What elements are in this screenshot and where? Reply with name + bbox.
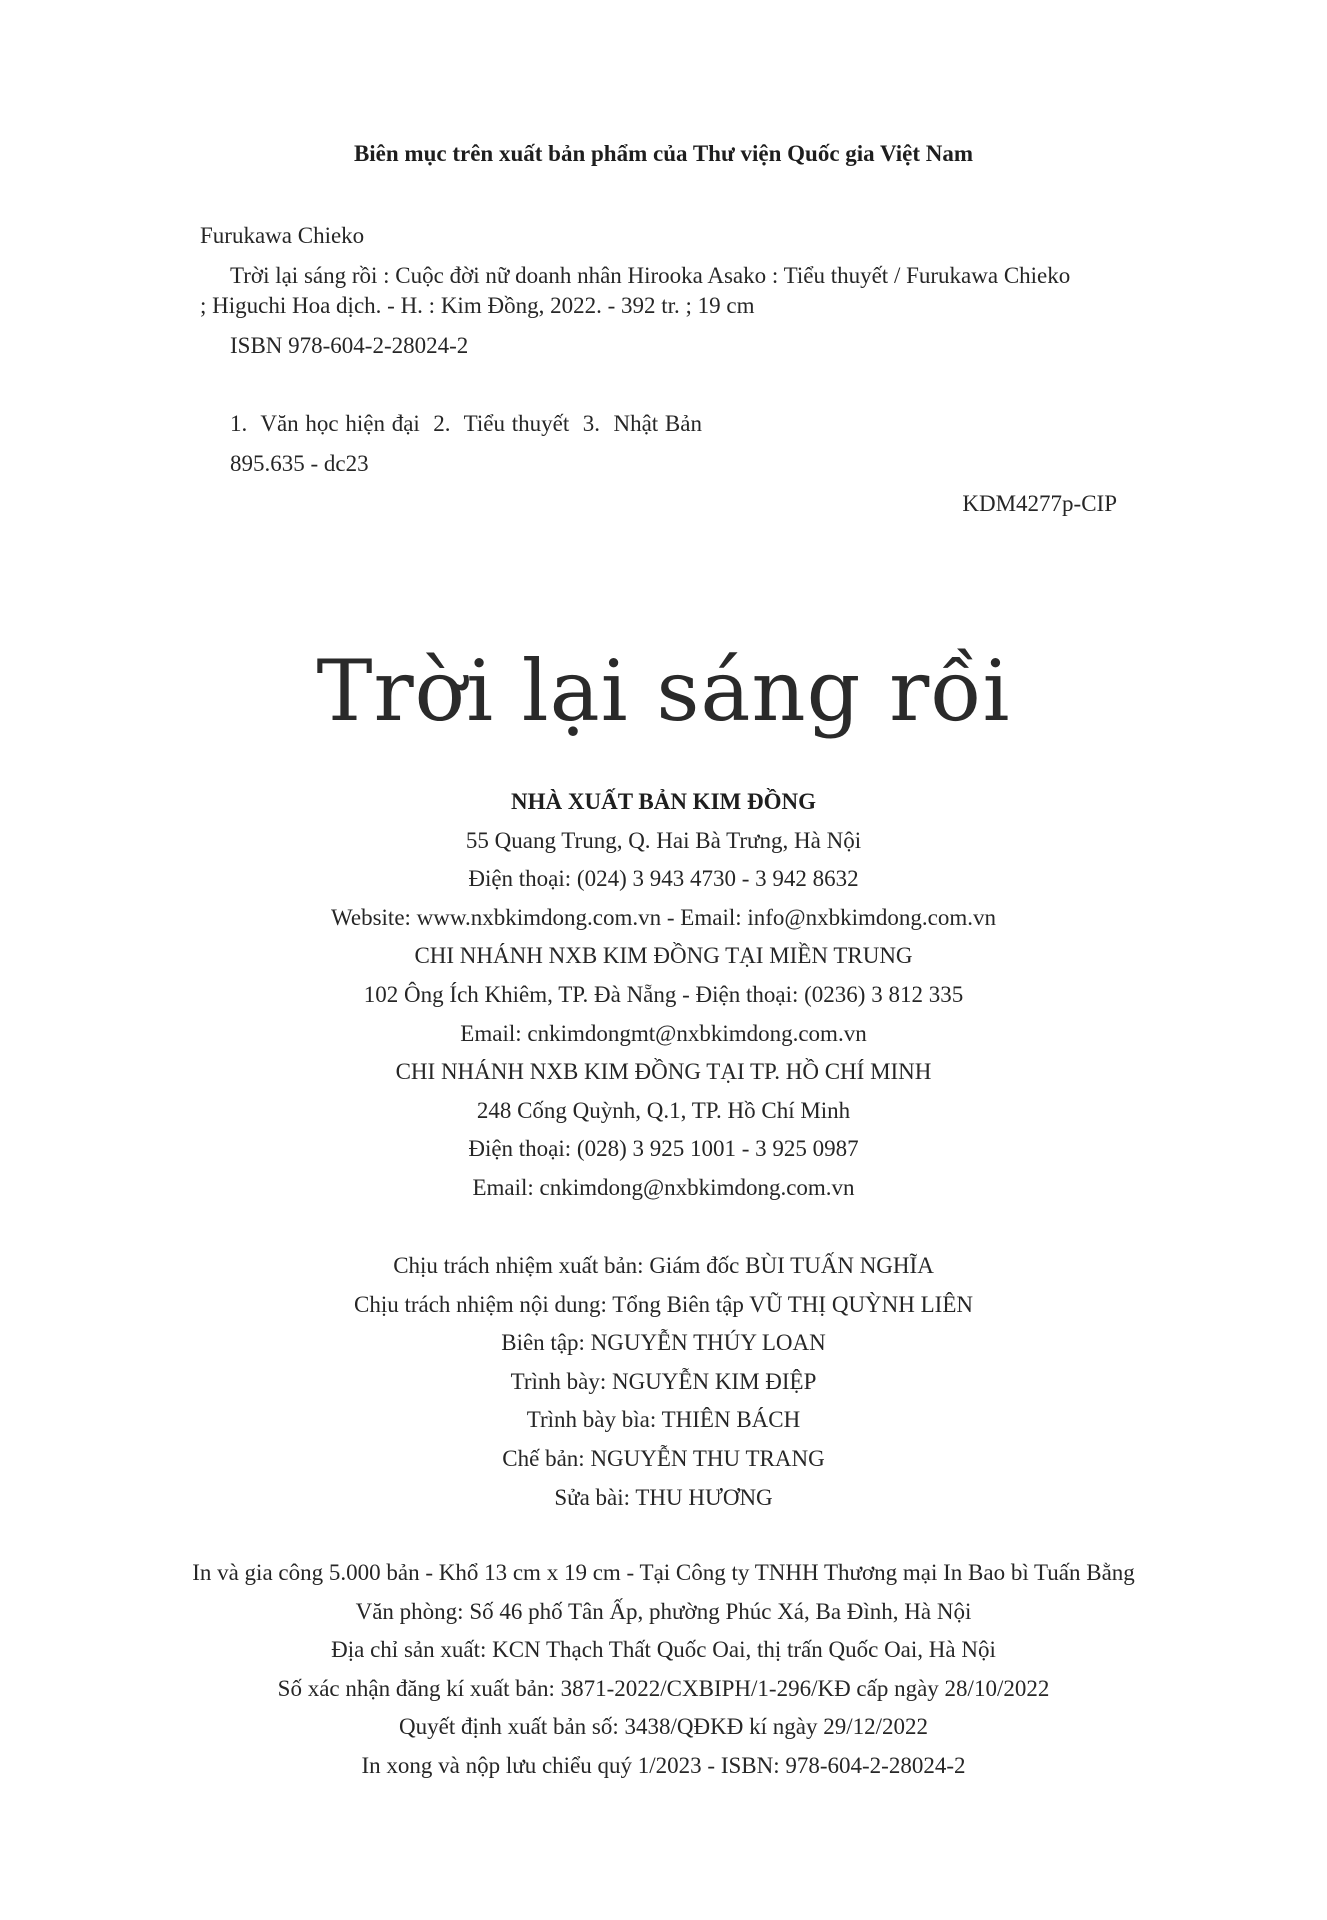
cip-subjects: 1. Văn học hiện đại 2. Tiểu thuyết 3. Nhật Bản: [230, 411, 702, 436]
printing-line: Văn phòng: Số 46 phố Tân Ấp, phường Phúc Xá, Ba Đình, Hà Nội: [355, 1598, 972, 1624]
printing-line: Số xác nhận đăng kí xuất bản: 3871-2022/CXBIPH/1-296/KĐ cấp ngày 28/10/2022: [277, 1675, 1050, 1701]
staff-line: Trình bày bìa: THIÊN BÁCH: [526, 1407, 801, 1433]
publisher-line: 248 Cống Quỳnh, Q.1, TP. Hồ Chí Minh: [476, 1097, 851, 1123]
staff-line: Sửa bài: THU HƯƠNG: [554, 1484, 773, 1510]
publisher-line: Email: cnkimdong@nxbkimdong.com.vn: [472, 1174, 855, 1200]
staff-line: Biên tập: NGUYỄN THÚY LOAN: [501, 1330, 826, 1356]
publisher-line: CHI NHÁNH NXB KIM ĐỒNG TẠI MIỀN TRUNG: [414, 943, 913, 969]
printing-info: [0, 1554, 1327, 1786]
publisher-line: Điện thoại: (028) 3 925 1001 - 3 925 0987: [468, 1136, 859, 1162]
cip-description-line-1: Trời lại sáng rồi : Cuộc đời nữ doanh nhân Hirooka Asako : Tiểu thuyết / Furukawa Chieko: [230, 263, 1071, 288]
publisher-name: NHÀ XUẤT BẢN KIM ĐỒNG: [511, 789, 816, 814]
publisher-info: [0, 783, 1327, 1208]
publisher-line: Điện thoại: (024) 3 943 4730 - 3 942 8632: [468, 866, 859, 892]
cip-heading: Biên mục trên xuất bản phẩm của Thư viện Quốc gia Việt Nam: [353, 141, 974, 166]
publisher-line: CHI NHÁNH NXB KIM ĐỒNG TẠI TP. HỒ CHÍ MINH: [395, 1059, 932, 1085]
book-title: Trời lại sáng rồi: [316, 642, 1011, 740]
publisher-line: Email: cnkimdongmt@nxbkimdong.com.vn: [460, 1020, 867, 1046]
staff-line: Chịu trách nhiệm xuất bản: Giám đốc BÙI TUẤN NGHĨA: [393, 1253, 934, 1278]
staff-line: Trình bày: NGUYỄN KIM ĐIỆP: [510, 1368, 817, 1394]
staff-credits: [0, 1247, 1327, 1517]
cip-author: Furukawa Chieko: [200, 223, 365, 248]
staff-line: Chế bản: NGUYỄN THU TRANG: [502, 1445, 825, 1471]
cip-record-code: KDM4277p-CIP: [962, 491, 1117, 516]
publisher-line: 55 Quang Trung, Q. Hai Bà Trưng, Hà Nội: [465, 827, 862, 853]
printing-line: In xong và nộp lưu chiểu quý 1/2023 - ISBN: 978-604-2-28024-2: [361, 1752, 966, 1778]
cip-classification: 895.635 - dc23: [230, 451, 369, 476]
cip-description-line-2: ; Higuchi Hoa dịch. - H. : Kim Đồng, 2022. - 392 tr. ; 19 cm: [200, 293, 755, 318]
cip-isbn: ISBN 978-604-2-28024-2: [230, 333, 469, 358]
publisher-line: 102 Ông Ích Khiêm, TP. Đà Nẵng - Điện thoại: (0236) 3 812 335: [363, 981, 964, 1007]
printing-line: In và gia công 5.000 bản - Khổ 13 cm x 19 cm - Tại Công ty TNHH Thương mại In Bao bì Tuấn Bằng: [192, 1560, 1135, 1585]
printing-line: Địa chỉ sản xuất: KCN Thạch Thất Quốc Oai, thị trấn Quốc Oai, Hà Nội: [331, 1637, 996, 1663]
publisher-line: Website: www.nxbkimdong.com.vn - Email: info@nxbkimdong.com.vn: [331, 904, 996, 930]
staff-line: Chịu trách nhiệm nội dung: Tổng Biên tập VŨ THỊ QUỲNH LIÊN: [353, 1291, 973, 1317]
printing-line: Quyết định xuất bản số: 3438/QĐKĐ kí ngày 29/12/2022: [399, 1714, 928, 1740]
